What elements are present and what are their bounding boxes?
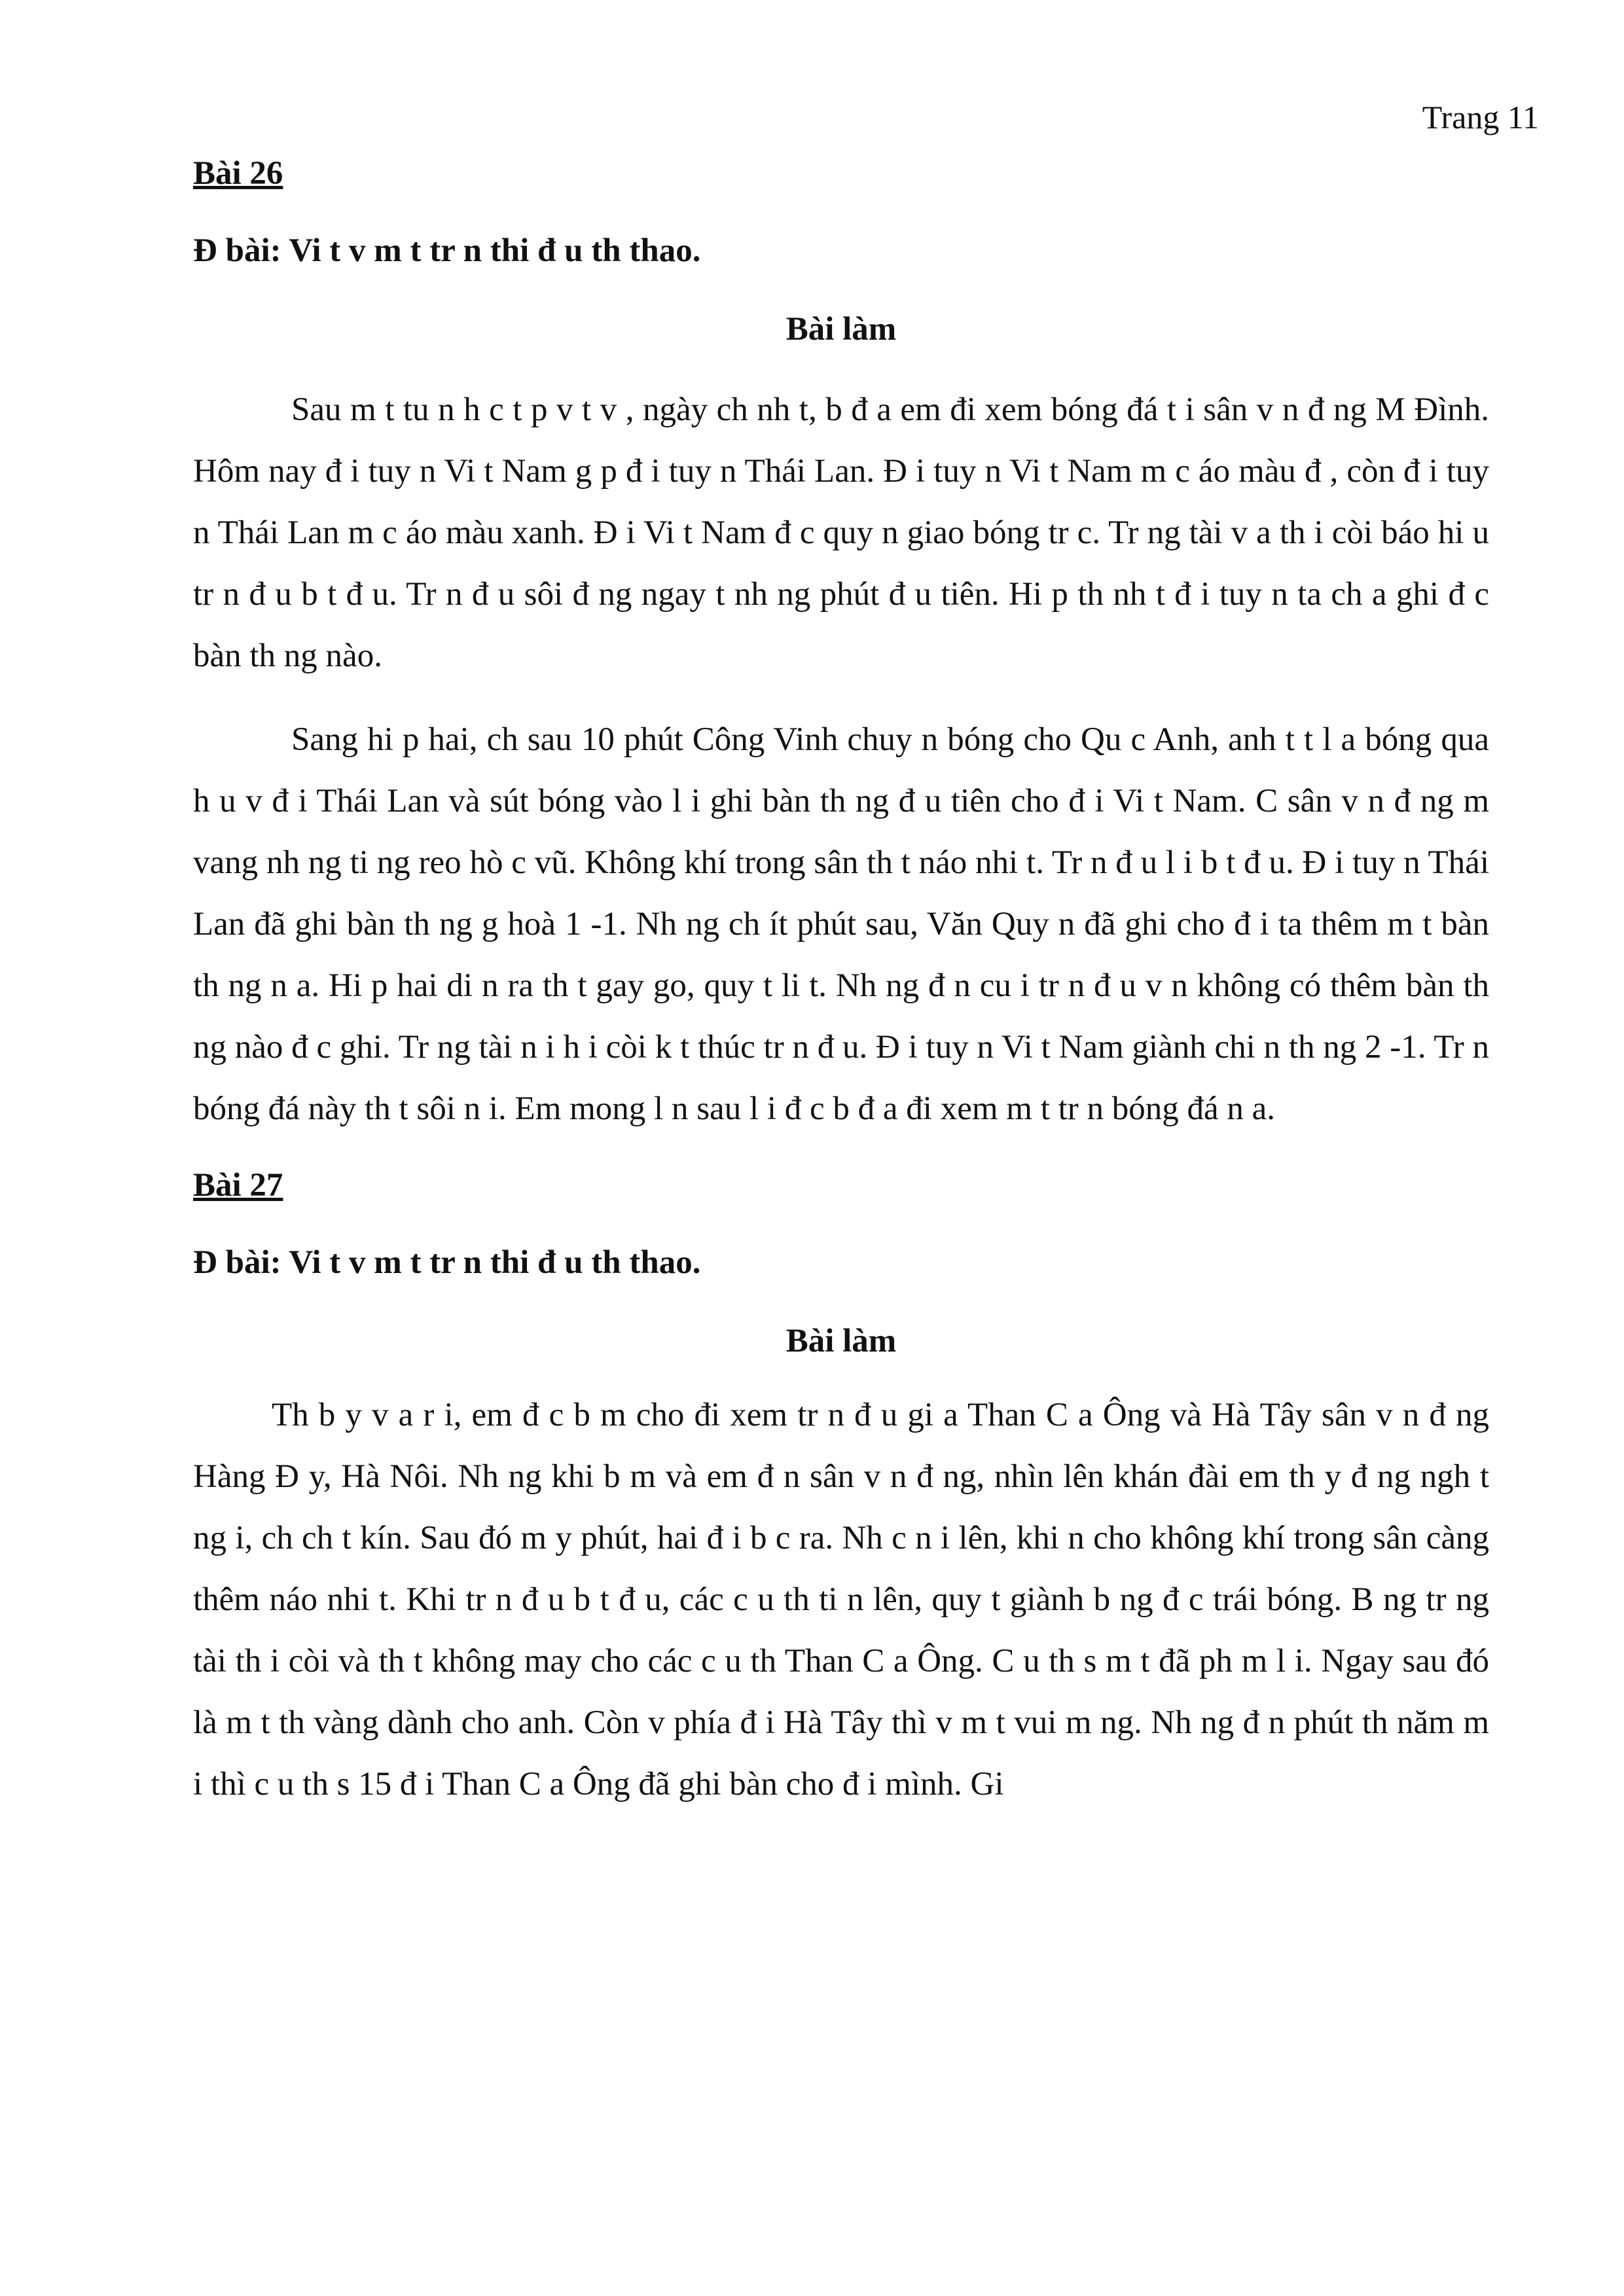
essay-paragraph: Th b y v a r i, em đ c b m cho đi xem tr n đ u gi a Than C a Ông và Hà Tây sân v n đ ng Hàng Đ y, Hà Nôi. Nh ng khi b m và em đ n sân v n đ ng, nhìn lên khán đài em th y đ ng ngh t ng i, ch ch t kín. Sau đó m y phút, hai đ i b c ra. Nh c n i lên, khi n cho không khí trong sân càng thêm náo nhi t. Khi tr n đ u b t đ u, các c u th ti n lên, quy t giành b ng đ c trái bóng. B ng tr ng tài th i còi và th t không may cho các c u th Than C a Ông. C u th s m t đã ph m l i. Ngay sau đó là m t th vàng dành cho anh. Còn v phía đ i Hà Tây thì v m t vui m ng. Nh ng đ n phút th năm m i thì c u th s 15 đ i Than C a Ông đã ghi bàn cho đ i mình. Gi: [193, 1397, 1489, 1803]
page-number: Trang 11: [1422, 99, 1539, 135]
section-title: Bài 26: [193, 155, 283, 192]
essay-paragraph: Sang hi p hai, ch sau 10 phút Công Vinh chuy n bóng cho Qu c Anh, anh t t l a bóng qua h u v đ i Thái Lan và sút bóng vào l i ghi bàn th ng đ u tiên cho đ i Vi t Nam. C sân v n đ ng m vang nh ng ti ng reo hò c vũ. Không khí trong sân th t náo nhi t. Tr n đ u l i b t đ u. Đ i tuy n Thái Lan đã ghi bàn th ng g hoà 1 -1. Nh ng ch ít phút sau, Văn Quy n đã ghi cho đ i ta thêm m t bàn th ng n a. Hi p hai di n ra th t gay go, quy t li t. Nh ng đ n cu i tr n đ u v n không có thêm bàn th ng nào đ c ghi. Tr ng tài n i h i còi k t thúc tr n đ u. Đ i tuy n Vi t Nam giành chi n th ng 2 -1. Tr n bóng đá này th t sôi n i. Em mong l n sau l i đ c b đ a đi xem m t tr n bóng đá n a.: [193, 721, 1489, 1127]
document-body: [193, 154, 1489, 1815]
essay-paragraph: Sau m t tu n h c t p v t v , ngày ch nh t, b đ a em đi xem bóng đá t i sân v n đ ng M Đình. Hôm nay đ i tuy n Vi t Nam g p đ i tuy n Thái Lan. Đ i tuy n Vi t Nam m c áo màu đ , còn đ i tuy n Thái Lan m c áo màu xanh. Đ i Vi t Nam đ c quy n giao bóng tr c. Tr ng tài v a th i còi báo hi u tr n đ u b t đ u. Tr n đ u sôi đ ng ngay t nh ng phút đ u tiên. Hi p th nh t đ i tuy n ta ch a ghi đ c bàn th ng nào.: [193, 391, 1489, 674]
essay-heading: Bài làm: [785, 1323, 897, 1359]
essay-heading: Bài làm: [785, 311, 897, 348]
assignment-prompt: Đ bài: Vi t v m t tr n thi đ u th thao.: [193, 1244, 701, 1281]
assignment-prompt: Đ bài: Vi t v m t tr n thi đ u th thao.: [193, 232, 701, 269]
section-title: Bài 27: [193, 1167, 283, 1204]
